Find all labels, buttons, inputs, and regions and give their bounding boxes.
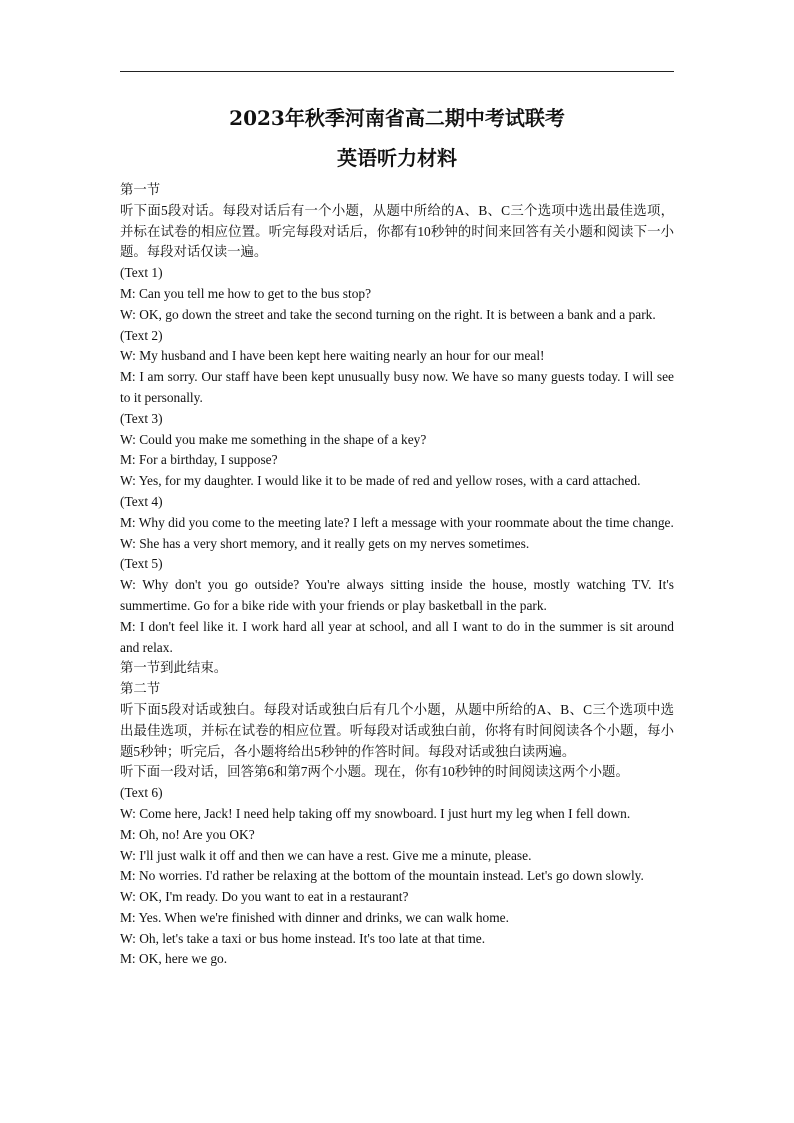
text-label: (Text 6) <box>120 785 163 801</box>
dialogue-line: M: Can you tell me how to get to the bus stop? <box>120 285 372 301</box>
dialogue-line: W: She has a very short memory, and it really gets on my nerves sometimes. <box>120 535 530 551</box>
transcript-body <box>120 180 674 970</box>
dialogue-line: M: Yes. When we're finished with dinner and drinks, we can walk home. <box>120 909 509 925</box>
section-end-note: 第一节到此结束。 <box>120 660 228 676</box>
dialogue-line: M: Why did you come to the meeting late? I left a message with your roommate about the time change. <box>120 514 674 530</box>
dialogue-line: W: Yes, for my daughter. I would like it to be made of red and yellow roses, with a card attached. <box>120 473 641 489</box>
text-label: (Text 4) <box>120 493 163 509</box>
page-subtitle: 英语听力材料 <box>337 146 457 170</box>
dialogue-line: M: No worries. I'd rather be relaxing at the bottom of the mountain instead. Let's go down slowly. <box>120 868 644 884</box>
page-title: 2023年秋季河南省高二期中考试联考 <box>229 106 565 130</box>
dialogue-line: W: OK, I'm ready. Do you want to eat in a restaurant? <box>120 889 409 905</box>
text-label: (Text 5) <box>120 556 163 572</box>
header-rule <box>120 71 674 72</box>
dialogue-line: W: My husband and I have been kept here waiting nearly an hour for our meal! <box>120 348 545 364</box>
section-heading: 第一节 <box>120 182 161 197</box>
dialogue-line: M: OK, here we go. <box>120 951 228 967</box>
text-label: (Text 2) <box>120 327 163 343</box>
instruction-paragraph: 听下面5段对话或独白。每段对话或独白后有几个小题，从题中所给的A、B、C三个选项中选出最佳选项，并标在试卷的相应位置。听每段对话或独白前，你将有时间阅读各个小题，每小题5秒钟；听完后，各小题将给出5秒钟的作答时间。每段对话或独白读两遍。 <box>120 701 674 759</box>
dialogue-line: W: Come here, Jack! I need help taking off my snowboard. I just hurt my leg when I fell down. <box>120 805 631 821</box>
dialogue-line: W: OK, go down the street and take the second turning on the right. It is between a bank and a park. <box>120 306 656 322</box>
dialogue-line: W: Why don't you go outside? You're always sitting inside the house, mostly watching TV. It's summertime. Go for a bike ride with your friends or play basketball in the park. <box>120 577 674 613</box>
instruction-paragraph: 听下面一段对话，回答第6和第7两个小题。现在，你有10秒钟的时间阅读这两个小题。 <box>120 764 629 780</box>
dialogue-line: M: For a birthday, I suppose? <box>120 452 278 468</box>
dialogue-line: W: Oh, let's take a taxi or bus home instead. It's too late at that time. <box>120 930 486 946</box>
dialogue-line: M: I am sorry. Our staff have been kept unusually busy now. We have so many guests today. I will see to it personally. <box>120 369 674 405</box>
dialogue-line: W: I'll just walk it off and then we can have a rest. Give me a minute, please. <box>120 847 532 863</box>
text-label: (Text 1) <box>120 265 163 281</box>
text-label: (Text 3) <box>120 410 163 426</box>
instruction-paragraph: 听下面5段对话。每段对话后有一个小题，从题中所给的A、B、C三个选项中选出最佳选项，并标在试卷的相应位置。听完每段对话后，你都有10秒钟的时间来回答有关小题和阅读下一小题。每段对话仅读一遍。 <box>120 202 674 260</box>
section-heading: 第二节 <box>120 681 161 697</box>
dialogue-line: M: I don't feel like it. I work hard all year at school, and all I want to do in the summer is sit around and relax. <box>120 618 674 655</box>
dialogue-line: W: Could you make me something in the shape of a key? <box>120 431 427 447</box>
dialogue-line: M: Oh, no! Are you OK? <box>120 826 255 842</box>
